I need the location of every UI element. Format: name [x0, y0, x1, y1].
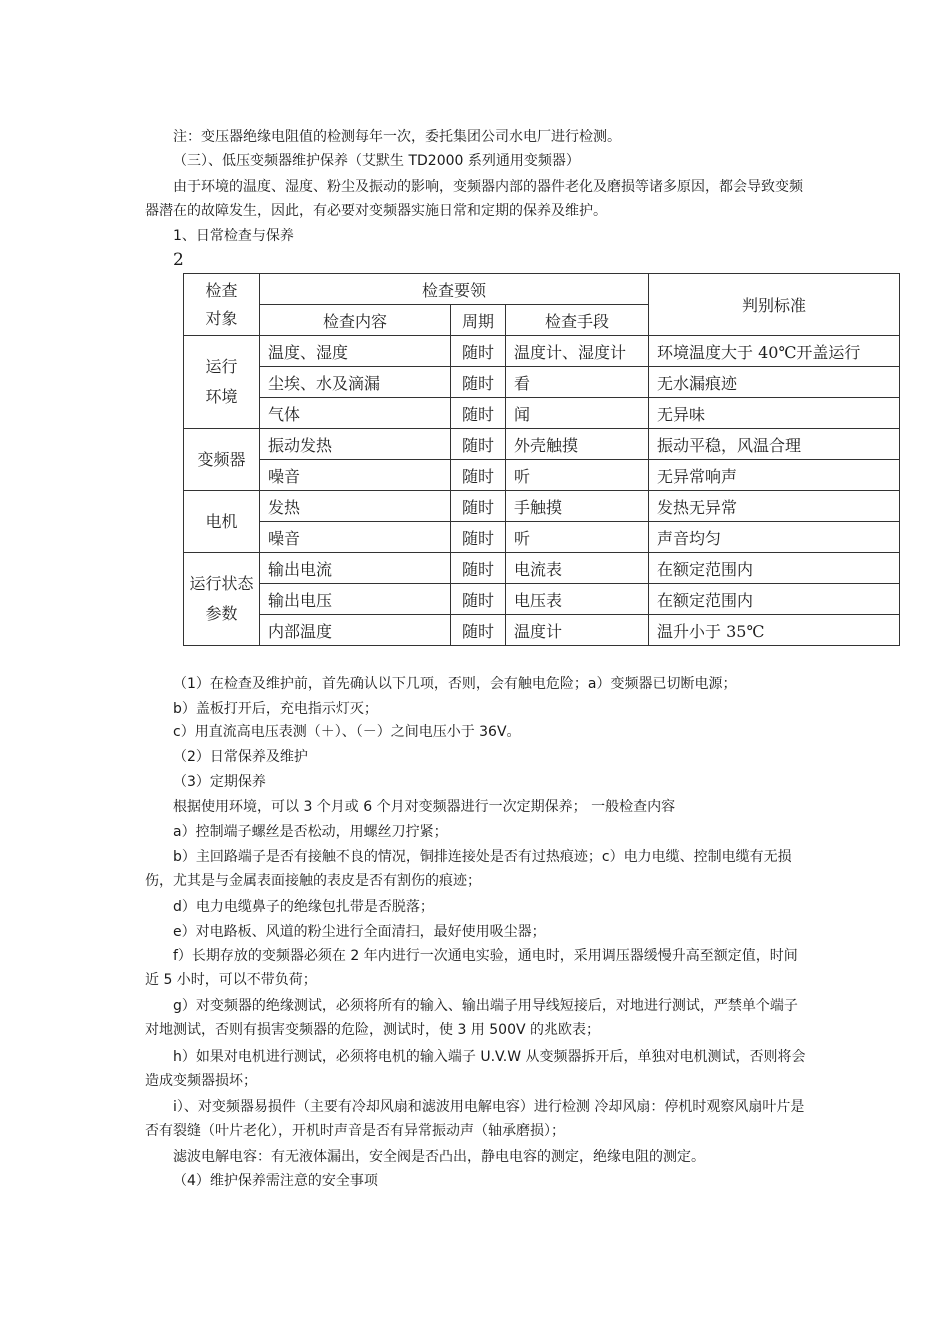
cell-criteria: 声音均匀 — [649, 522, 900, 553]
cell-means: 闻 — [506, 398, 649, 429]
cell-content: 内部温度 — [260, 615, 451, 646]
table-row — [184, 491, 900, 522]
header-criteria: 判别标准 — [649, 274, 900, 336]
table-row — [184, 460, 900, 491]
group-object-cell: 电机 — [184, 491, 260, 553]
table-row — [184, 553, 900, 584]
table-row — [184, 522, 900, 553]
daily-heading: 1、日常检查与保养 — [173, 228, 294, 244]
cell-period: 随时 — [451, 615, 506, 646]
check-item-g: g）对变频器的绝缘测试，必须将所有的输入、输出端子用导线短接后，对地进行测试，严禁单个端子对地测试，否则有损害变频器的危险，测试时，使 3 用 500V 的兆欧表； — [145, 998, 798, 1038]
cell-content: 温度、湿度 — [260, 336, 451, 367]
header-points: 检查要领 — [260, 274, 649, 305]
cell-content: 输出电压 — [260, 584, 451, 615]
section-heading: （三）、低压变频器维护保养（艾默生 TD2000 系列通用变频器） — [173, 153, 580, 169]
cell-criteria: 无异常响声 — [649, 460, 900, 491]
cell-means: 听 — [506, 522, 649, 553]
cell-means: 温度计、湿度计 — [506, 336, 649, 367]
cell-period: 随时 — [451, 460, 506, 491]
cell-period: 随时 — [451, 367, 506, 398]
cell-criteria: 无水漏痕迹 — [649, 367, 900, 398]
table-header-row — [184, 274, 900, 305]
cell-means: 手触摸 — [506, 491, 649, 522]
cell-means: 听 — [506, 460, 649, 491]
safety-heading: （4）维护保养需注意的安全事项 — [173, 1173, 378, 1189]
cell-criteria: 在额定范围内 — [649, 584, 900, 615]
group-object-cell: 运行状态参数 — [184, 553, 260, 646]
precheck-item-b: b）盖板打开后，充电指示灯灭； — [173, 701, 378, 717]
cell-content: 输出电流 — [260, 553, 451, 584]
check-item-h: h）如果对电机进行测试，必须将电机的输入端子 U.V.W 从变频器拆开后，单独对电机测试，否则将会造成变频器损坏； — [145, 1049, 806, 1089]
check-item-i: i）、对变频器易损件（主要有冷却风扇和滤波用电解电容）进行检测 冷却风扇：停机时观察风扇叶片是否有裂缝（叶片老化），开机时声音是否有异常振动声（轴承磨损）； — [145, 1099, 805, 1139]
table-row — [184, 336, 900, 367]
table-row — [184, 398, 900, 429]
cell-criteria: 振动平稳，风温合理 — [649, 429, 900, 460]
capacitor-check: 滤波电解电容：有无液体漏出，安全阀是否凸出，静电电容的测定，绝缘电阻的测定。 — [173, 1149, 705, 1165]
cell-content: 噪音 — [260, 460, 451, 491]
group-object-cell: 变频器 — [184, 429, 260, 491]
cell-means: 外壳触摸 — [506, 429, 649, 460]
cell-criteria: 在额定范围内 — [649, 553, 900, 584]
header-means: 检查手段 — [506, 305, 649, 336]
cell-means: 温度计 — [506, 615, 649, 646]
check-item-e: e）对电路板、风道的粉尘进行全面清扫，最好使用吸尘器； — [173, 924, 546, 940]
header-content: 检查内容 — [260, 305, 451, 336]
table-row — [184, 367, 900, 398]
cell-period: 随时 — [451, 429, 506, 460]
cell-content: 发热 — [260, 491, 451, 522]
cell-period: 随时 — [451, 553, 506, 584]
table-row — [184, 429, 900, 460]
check-item-a: a）控制端子螺丝是否松动，用螺丝刀拧紧； — [173, 824, 448, 840]
cell-period: 随时 — [451, 522, 506, 553]
inspection-table — [183, 273, 900, 646]
cell-content: 噪音 — [260, 522, 451, 553]
cell-content: 气体 — [260, 398, 451, 429]
cell-means: 看 — [506, 367, 649, 398]
periodic-intro: 根据使用环境，可以 3 个月或 6 个月对变频器进行一次定期保养； 一般检查内容 — [173, 799, 676, 815]
header-object: 检查 对象 — [184, 274, 260, 336]
cell-content: 尘埃、水及滴漏 — [260, 367, 451, 398]
cell-period: 随时 — [451, 584, 506, 615]
page-number: 2 — [173, 250, 184, 270]
note-paragraph: 注：变压器绝缘电阻值的检测每年一次，委托集团公司水电厂进行检测。 — [173, 129, 621, 145]
cell-criteria: 发热无异常 — [649, 491, 900, 522]
intro-paragraph: 由于环境的温度、湿度、粉尘及振动的影响，变频器内部的器件老化及磨损等诸多原因，都会导致变频器潜在的故障发生，因此，有必要对变频器实施日常和定期的保养及维护。 — [145, 179, 803, 219]
precheck-item-c: c）用直流高电压表测（＋）、（－）之间电压小于 36V。 — [173, 724, 521, 740]
check-item-d: d）电力电缆鼻子的绝缘包扎带是否脱落； — [173, 899, 434, 915]
precheck-paragraph: （1）在检查及维护前，首先确认以下几项，否则，会有触电危险；a）变频器已切断电源； — [173, 676, 737, 692]
cell-criteria: 环境温度大于 40℃开盖运行 — [649, 336, 900, 367]
cell-period: 随时 — [451, 336, 506, 367]
cell-criteria: 温升小于 35℃ — [649, 615, 900, 646]
cell-criteria: 无异味 — [649, 398, 900, 429]
group-object-cell: 运行环境 — [184, 336, 260, 429]
cell-means: 电流表 — [506, 553, 649, 584]
periodic-maintenance-heading: （3）定期保养 — [173, 774, 266, 790]
daily-maintenance-heading: （2）日常保养及维护 — [173, 749, 308, 765]
cell-period: 随时 — [451, 491, 506, 522]
check-item-b: b）主回路端子是否有接触不良的情况，铜排连接处是否有过热痕迹；c）电力电缆、控制电缆有无损伤，尤其是与金属表面接触的表皮是否有割伤的痕迹； — [145, 849, 792, 889]
cell-content: 振动发热 — [260, 429, 451, 460]
table-row — [184, 584, 900, 615]
check-item-f: f）长期存放的变频器必须在 2 年内进行一次通电实验，通电时，采用调压器缓慢升高至额定值，时间近 5 小时，可以不带负荷； — [145, 948, 798, 988]
cell-period: 随时 — [451, 398, 506, 429]
header-period: 周期 — [451, 305, 506, 336]
cell-means: 电压表 — [506, 584, 649, 615]
table-row — [184, 615, 900, 646]
